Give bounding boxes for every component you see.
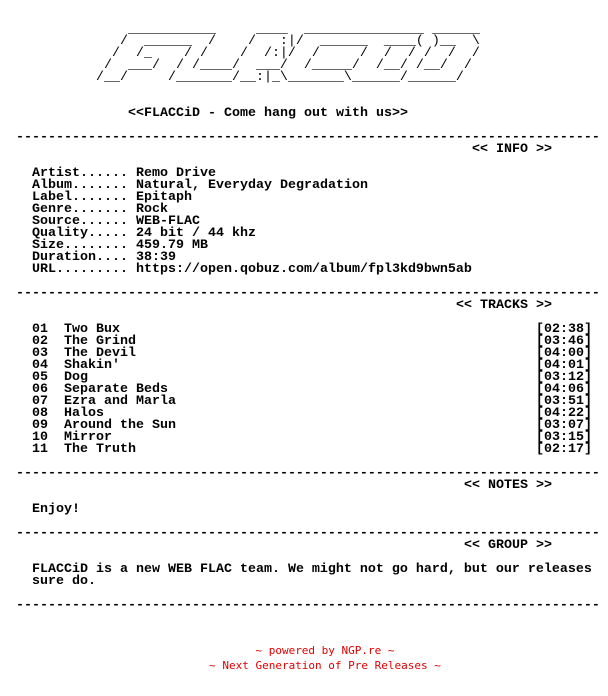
track-duration: [03:07] bbox=[536, 418, 592, 433]
track-title: The Truth bbox=[64, 442, 136, 457]
track-number: 02 bbox=[32, 334, 48, 349]
info-label-album: Album....... bbox=[32, 178, 128, 193]
info-label-url: URL......... bbox=[32, 262, 128, 277]
tracks-header: << TRACKS >> bbox=[456, 298, 552, 313]
info-value-duration: 38:39 bbox=[136, 250, 176, 265]
track-number: 01 bbox=[32, 322, 48, 337]
track-duration: [03:12] bbox=[536, 370, 592, 385]
track-number: 05 bbox=[32, 370, 48, 385]
divider: ------------------------------------------------------------------------- bbox=[16, 598, 600, 613]
group-text-line1: FLACCiD is a new WEB FLAC team. We might not go hard, but our releases bbox=[32, 562, 592, 577]
info-value-label: Epitaph bbox=[136, 190, 192, 205]
info-value-genre: Rock bbox=[136, 202, 168, 217]
track-title: Dog bbox=[64, 370, 88, 385]
track-title: Halos bbox=[64, 406, 104, 421]
info-label-source: Source...... bbox=[32, 214, 128, 229]
info-value-source: WEB-FLAC bbox=[136, 214, 200, 229]
footer-tagline: ~ Next Generation of Pre Releases ~ bbox=[209, 659, 441, 672]
info-value-quality: 24 bit / 44 khz bbox=[136, 226, 256, 241]
info-value-artist: Remo Drive bbox=[136, 166, 216, 181]
info-label-quality: Quality..... bbox=[32, 226, 128, 241]
info-label-genre: Genre....... bbox=[32, 202, 128, 217]
track-title: Mirror bbox=[64, 430, 112, 445]
track-number: 10 bbox=[32, 430, 48, 445]
track-duration: [04:06] bbox=[536, 382, 592, 397]
info-header: << INFO >> bbox=[472, 142, 552, 157]
track-number: 03 bbox=[32, 346, 48, 361]
divider: ------------------------------------------------------------------------- bbox=[16, 466, 600, 481]
track-duration: [04:01] bbox=[536, 358, 592, 373]
flaccid-ascii-logo: ___________ ____ _______________ ______ / ______ / / :|/ ______ ____( )__ \ / /_ / / / /:|/ / / / / / / / / ___/ / /____/ ___/ /_____/ /__/ /__/ / /__/ /_______/__:|_\_______\______/______/ bbox=[95, 22, 480, 85]
footer-powered-by: ~ powered by NGP.re ~ bbox=[255, 644, 395, 657]
divider: ------------------------------------------------------------------------- bbox=[16, 286, 600, 301]
track-title: The Grind bbox=[64, 334, 136, 349]
divider: ------------------------------------------------------------------------- bbox=[16, 130, 600, 145]
track-duration: [02:38] bbox=[536, 322, 592, 337]
track-title: Ezra and Marla bbox=[64, 394, 176, 409]
info-label-artist: Artist...... bbox=[32, 166, 128, 181]
track-title: Shakin' bbox=[64, 358, 120, 373]
info-value-url: https://open.qobuz.com/album/fpl3kd9bwn5ab bbox=[136, 262, 472, 277]
notes-header: << NOTES >> bbox=[464, 478, 552, 493]
track-number: 06 bbox=[32, 382, 48, 397]
track-title: The Devil bbox=[64, 346, 136, 361]
track-duration: [03:51] bbox=[536, 394, 592, 409]
track-title: Two Bux bbox=[64, 322, 120, 337]
track-duration: [02:17] bbox=[536, 442, 592, 457]
track-duration: [04:22] bbox=[536, 406, 592, 421]
track-title: Separate Beds bbox=[64, 382, 168, 397]
track-title: Around the Sun bbox=[64, 418, 176, 433]
track-number: 11 bbox=[32, 442, 48, 457]
divider: ------------------------------------------------------------------------- bbox=[16, 526, 600, 541]
info-label-size: Size........ bbox=[32, 238, 128, 253]
group-text-line2: sure do. bbox=[32, 574, 96, 589]
track-number: 09 bbox=[32, 418, 48, 433]
track-duration: [03:15] bbox=[536, 430, 592, 445]
info-label-label: Label....... bbox=[32, 190, 128, 205]
track-duration: [04:00] bbox=[536, 346, 592, 361]
track-number: 08 bbox=[32, 406, 48, 421]
track-duration: [03:46] bbox=[536, 334, 592, 349]
track-number: 04 bbox=[32, 358, 48, 373]
info-value-album: Natural, Everyday Degradation bbox=[136, 178, 368, 193]
tagline: <<FLACCiD - Come hang out with us>> bbox=[128, 106, 408, 121]
group-header: << GROUP >> bbox=[464, 538, 552, 553]
info-label-duration: Duration.... bbox=[32, 250, 128, 265]
track-number: 07 bbox=[32, 394, 48, 409]
notes-text: Enjoy! bbox=[32, 502, 80, 517]
info-value-size: 459.79 MB bbox=[136, 238, 208, 253]
